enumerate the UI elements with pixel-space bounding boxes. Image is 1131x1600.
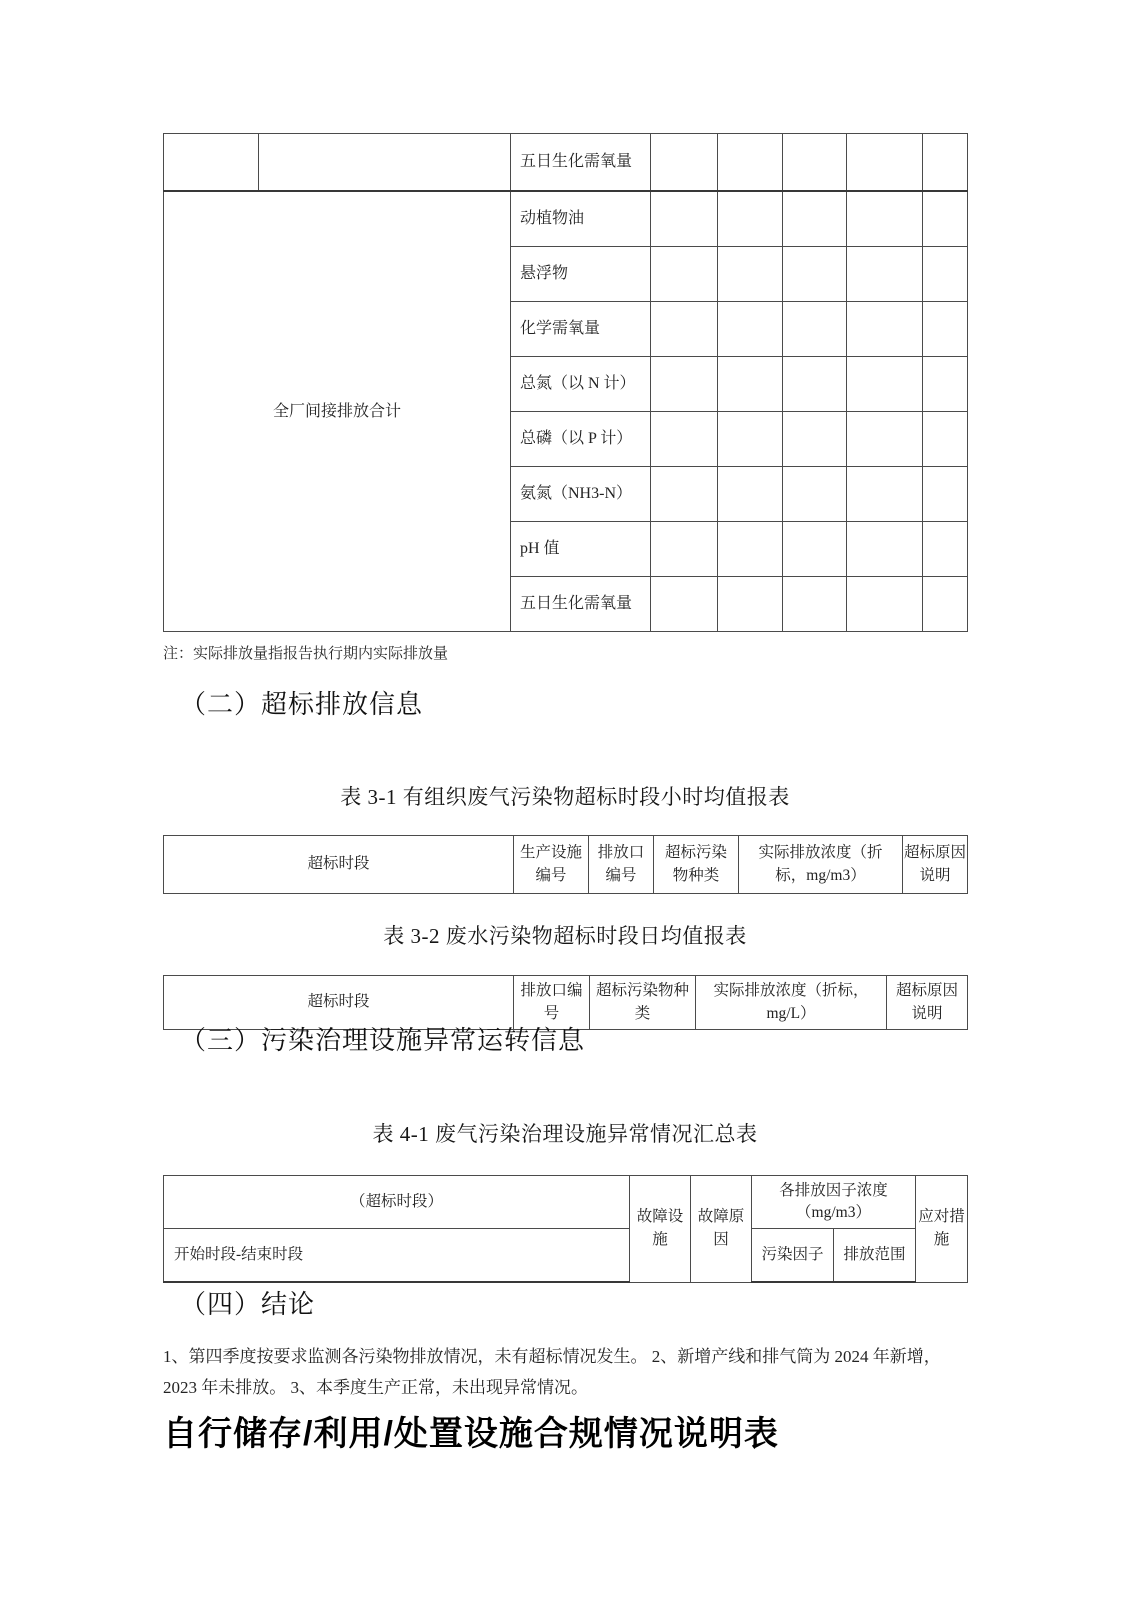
empty-cell <box>718 134 783 192</box>
column-header: （超标时段） <box>164 1176 630 1229</box>
empty-cell <box>718 247 783 302</box>
empty-cell <box>847 412 923 467</box>
empty-cell <box>923 522 968 577</box>
conclusion-paragraph: 1、第四季度按要求监测各污染物排放情况，未有超标情况发生。 2、新增产线和排气筒为 2024 年新增，2023 年未排放。 3、本季度生产正常，未出现异常情况。 <box>163 1347 941 1397</box>
empty-cell <box>923 467 968 522</box>
column-header: 应对措施 <box>916 1176 968 1283</box>
column-header: 超标时段 <box>164 976 514 1030</box>
empty-cell <box>923 134 968 192</box>
column-header: 故障设施 <box>630 1176 691 1283</box>
empty-cell <box>923 357 968 412</box>
empty-cell <box>923 412 968 467</box>
column-header: 超标污染物种类 <box>590 976 696 1030</box>
empty-cell <box>651 522 718 577</box>
empty-cell <box>651 357 718 412</box>
column-header: 超标原因说明 <box>903 836 968 894</box>
column-group-header: 各排放因子浓度（mg/m3） <box>752 1176 916 1229</box>
table-4-1 <box>163 1175 968 1283</box>
column-header: 实际排放浓度（折标，mg/L） <box>696 976 887 1030</box>
column-header: 生产设施编号 <box>514 836 589 894</box>
column-header: 超标污染物种类 <box>654 836 739 894</box>
column-header: 排放范围 <box>834 1229 916 1283</box>
empty-cell <box>847 522 923 577</box>
pollutant-label: 动植物油 <box>511 191 651 247</box>
empty-cell <box>718 191 783 247</box>
empty-cell <box>923 247 968 302</box>
empty-cell <box>847 134 923 192</box>
empty-cell <box>651 577 718 632</box>
empty-cell <box>651 191 718 247</box>
column-header: 排放口编号 <box>589 836 654 894</box>
pollutant-label: 悬浮物 <box>511 247 651 302</box>
empty-cell <box>847 247 923 302</box>
table-3-2-caption: 表 3-2 废水污染物超标时段日均值报表 <box>383 924 747 948</box>
column-header: 开始时段-结束时段 <box>164 1229 630 1283</box>
empty-cell <box>923 577 968 632</box>
row-group-label: 全厂间接排放合计 <box>164 191 511 632</box>
pollutant-label: 五日生化需氧量 <box>511 134 651 192</box>
empty-cell <box>783 522 847 577</box>
table-4-1-caption: 表 4-1 废气污染治理设施异常情况汇总表 <box>372 1122 758 1146</box>
empty-cell <box>718 467 783 522</box>
section-heading-2: （二）超标排放信息 <box>180 690 424 719</box>
column-header: 故障原因 <box>691 1176 752 1283</box>
section-heading-3: （三）污染治理设施异常运转信息 <box>180 1026 586 1055</box>
pollutant-label: 五日生化需氧量 <box>511 577 651 632</box>
column-header: 排放口编号 <box>514 976 590 1030</box>
table-3-1 <box>163 835 968 894</box>
empty-cell <box>783 247 847 302</box>
empty-cell <box>651 467 718 522</box>
empty-cell <box>847 357 923 412</box>
empty-cell <box>923 302 968 357</box>
empty-cell <box>718 412 783 467</box>
column-header: 超标原因说明 <box>887 976 968 1030</box>
pollutant-label: 总氮（以 N 计） <box>511 357 651 412</box>
empty-cell <box>718 302 783 357</box>
pollutant-label: 总磷（以 P 计） <box>511 412 651 467</box>
empty-cell <box>651 302 718 357</box>
empty-cell <box>783 412 847 467</box>
empty-cell <box>651 247 718 302</box>
section-heading-4: （四）结论 <box>180 1290 316 1319</box>
empty-cell <box>847 577 923 632</box>
table-3-1-caption: 表 3-1 有组织废气污染物超标时段小时均值报表 <box>340 785 790 809</box>
empty-cell <box>651 134 718 192</box>
empty-cell <box>718 357 783 412</box>
column-header: 污染因子 <box>752 1229 834 1283</box>
empty-cell <box>847 191 923 247</box>
note-text: 注：实际排放量指报告执行期内实际排放量 <box>163 646 449 662</box>
empty-cell <box>718 577 783 632</box>
empty-cell <box>783 134 847 192</box>
column-header: 实际排放浓度（折标，mg/m3） <box>739 836 903 894</box>
pollutant-label: 化学需氧量 <box>511 302 651 357</box>
empty-cell <box>923 191 968 247</box>
empty-cell <box>259 134 511 192</box>
empty-cell <box>718 522 783 577</box>
pollutant-label: 氨氮（NH3-N） <box>511 467 651 522</box>
report-title: 自行储存/利用/处置设施合规情况说明表 <box>163 1415 779 1453</box>
empty-cell <box>847 467 923 522</box>
empty-cell <box>651 412 718 467</box>
empty-cell <box>783 467 847 522</box>
emission-totals-table <box>163 133 968 632</box>
pollutant-label: pH 值 <box>511 522 651 577</box>
empty-cell <box>783 302 847 357</box>
empty-cell <box>847 302 923 357</box>
empty-cell <box>783 577 847 632</box>
empty-cell <box>783 191 847 247</box>
empty-cell <box>164 134 259 192</box>
empty-cell <box>783 357 847 412</box>
column-header: 超标时段 <box>164 836 514 894</box>
